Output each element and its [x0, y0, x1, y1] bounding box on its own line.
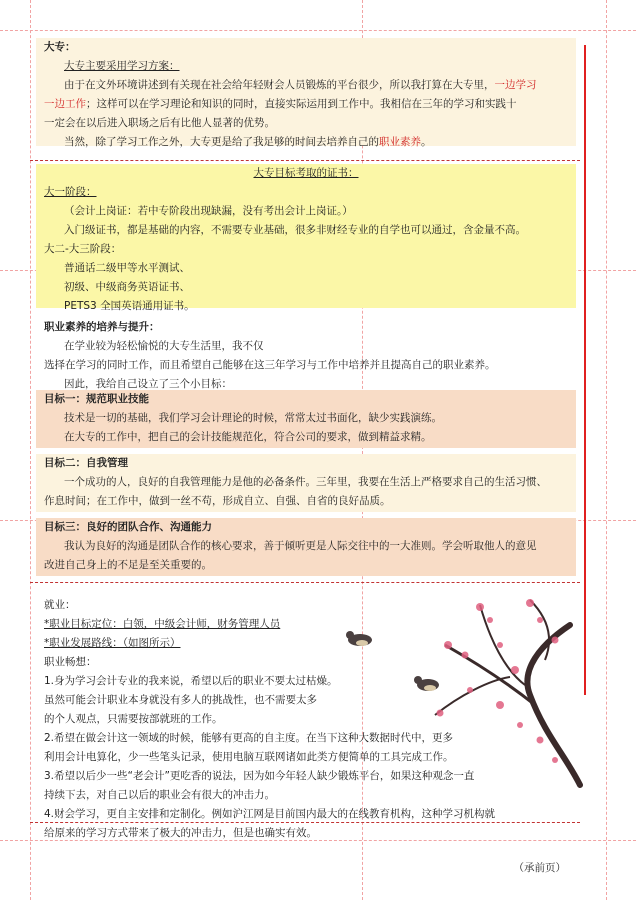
job-vision-line: 3.希望以后少一些“老会计”更吃香的说法，因为如今年轻人缺少锻炼平台，如果这种观念一直 [44, 770, 475, 782]
job-target: *职业目标定位：白领，中级会计师，财务管理人员 [44, 618, 281, 630]
zhuanye-subheading: 大专主要采用学习方案： [64, 60, 180, 72]
margin-guide-top [0, 30, 636, 31]
job-vision-line: 持续下去，对自己以后的职业会有很大的冲击力。 [44, 789, 275, 801]
certs-stage1: 大一阶段： [44, 186, 97, 198]
job-section [36, 596, 576, 839]
job-vision-line: 利用会计电算化，少一些笔头记录，使用电脑互联网诸如此类方便简单的工具完成工作。 [44, 751, 454, 763]
quality-line2: 选择在学习的同时工作，而且希望自己能够在这三年学习与工作中培养并且提高自己的职业素养。 [44, 359, 496, 371]
margin-guide-left [30, 0, 31, 900]
zhuanye-paragraph-1-cont: 一边工作；这样可以在学习理论和知识的同时，直接实际运用到工作中。我相信在三年的学习和实践十 [44, 98, 517, 110]
goal2-line1: 一个成功的人，良好的自我管理能力是他的必备条件。三年里，我要在生活上严格要求自己的生活习惯、 [64, 476, 547, 488]
goal2-title: 目标二：自我管理 [44, 457, 128, 469]
zhuanye-section [36, 38, 576, 146]
job-vision-line: 2.希望在做会计这一领域的时候，能够有更高的自主度。在当下这种大数据时代中，更多 [44, 732, 454, 744]
goal3-title: 目标三：良好的团队合作、沟通能力 [44, 521, 212, 533]
section-separator [30, 822, 580, 823]
zhuanye-paragraph-1-end: 一定会在以后进入职场之后有比他人显著的优势。 [44, 117, 275, 129]
goal1-line2: 在大专的工作中，把自己的会计技能规范化，符合公司的要求，做到精益求精。 [64, 431, 432, 443]
job-vision-line: 4.财会学习，更自主安排和定制化。例如沪江网是目前国内最大的在线教育机构，这种学习机构就 [44, 808, 496, 820]
zhuanye-paragraph-2: 当然，除了学习工作之外，大专更是给了我足够的时间去培养自己的职业素养。 [64, 136, 432, 148]
certs-stage23: 大二-大三阶段： [44, 243, 122, 255]
goal2-section [36, 454, 576, 512]
quality-line1: 在学业较为轻松愉悦的大专生活里，我不仅 [64, 340, 264, 352]
section-separator [30, 582, 580, 583]
goal3-line2: 改进自己身上的不足是至关重要的。 [44, 559, 212, 571]
certs-title: 大专目标考取的证书： [253, 167, 359, 179]
certs-stage1-line1: （会计上岗证：若中专阶段出现缺漏，没有考出会计上岗证。） [64, 205, 353, 217]
margin-guide-right [606, 0, 607, 900]
job-vision-line: 1.身为学习会计专业的我来说，希望以后的职业不要太过枯燥。 [44, 675, 338, 687]
job-vision-line: 虽然可能会计职业本身就没有多人的挑战性，也不需要太多 [44, 694, 317, 706]
zhuanye-heading: 大专： [44, 41, 76, 53]
page-footer: （承前页） [513, 862, 566, 874]
job-heading: 就业： [44, 599, 76, 611]
job-vision-heading: 职业畅想： [44, 656, 97, 668]
cert-item: 初级、中级商务英语证书、 [64, 281, 190, 293]
cert-item: PETS3 全国英语通用证书。 [64, 300, 195, 312]
quality-line3: 因此，我给自己设立了三个小目标： [64, 378, 232, 390]
zhuanye-paragraph-1: 由于在文外环境讲述到有关现在社会给年轻财会人员锻炼的平台很少，所以我打算在大专里，一边学习 [64, 79, 537, 91]
section-separator [30, 160, 580, 161]
goal1-title: 目标一：规范职业技能 [44, 393, 149, 405]
goal1-section [36, 390, 576, 448]
cert-item: 普通话二级甲等水平测试、 [64, 262, 190, 274]
goal3-section [36, 518, 576, 576]
goal2-line2: 作息时间；在工作中，做到一丝不苟，形成自立、自强、自省的良好品质。 [44, 495, 391, 507]
certs-stage1-line2: 入门级证书，都是基础的内容，不需要专业基础，很多非财经专业的自学也可以通过，含金量不高。 [64, 224, 526, 236]
certs-section [36, 164, 576, 312]
job-path: *职业发展路线：（如图所示） [44, 637, 181, 649]
job-vision-line: 给原来的学习方式带来了极大的冲击力，但是也确实有效。 [44, 827, 317, 839]
goal3-line1: 我认为良好的沟通是团队合作的核心要求，善于倾听更是人际交往中的一大准则。学会听取他人的意见 [64, 540, 537, 552]
job-vision-line: 的个人观点，只需要按部就班的工作。 [44, 713, 223, 725]
goal1-line1: 技术是一切的基础，我们学习会计理论的时候，常常太过书面化，缺少实践演练。 [64, 412, 442, 424]
quality-heading: 职业素养的培养与提升： [44, 321, 160, 333]
quality-section [36, 318, 576, 390]
